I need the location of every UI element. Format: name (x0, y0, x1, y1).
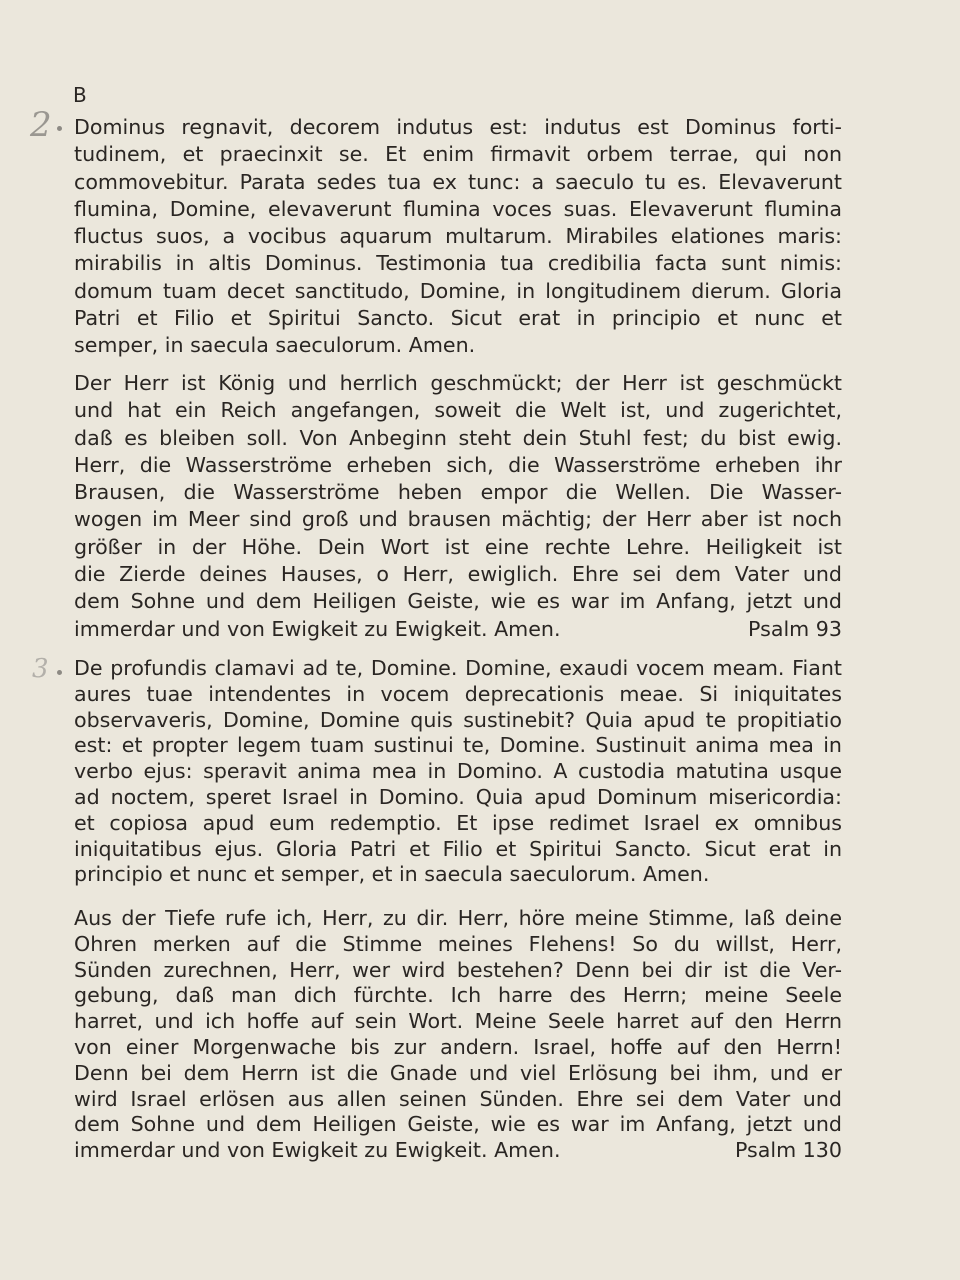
german-psalm-93-paragraph (74, 370, 842, 643)
text-line: und hat ein Reich angefangen, soweit die Welt ist, und zugerichtet, (74, 398, 842, 423)
text-line: aures tuae intendentes in vocem deprecationis meae. Si iniquitates (74, 681, 842, 706)
text-line: größer in der Höhe. Dein Wort ist eine rechte Lehre. Heiligkeit ist (74, 534, 842, 559)
text-line: daß es bleiben soll. Von Anbeginn steht dein Stuhl fest; du bist ewig. (74, 425, 842, 450)
text-line: domum tuam decet sanctitudo, Domine, in longitudinem dierum. Gloria (74, 278, 842, 303)
margin-dot-mark (57, 670, 62, 675)
text-line: dem Sohne und dem Heiligen Geiste, wie es war im Anfang, jetzt und (74, 589, 842, 614)
text-line: tudinem, et praecinxit se. Et enim firmavit orbem terrae, qui non (74, 142, 842, 167)
text-line: observaveris, Domine, Domine quis sustinebit? Quia apud te propitiatio (74, 707, 842, 732)
text-line: immerdar und von Ewigkeit zu Ewigkeit. Amen. (74, 616, 561, 641)
text-line: commovebitur. Parata sedes tua ex tunc: a saeculo tu es. Elevaverunt (74, 169, 842, 194)
text-line: flumina, Domine, elevaverunt flumina voces suas. Elevaverunt flumina (74, 196, 842, 221)
closing-line (74, 616, 842, 643)
text-line: Brausen, die Wasserströme heben empor die Wellen. Die Wasser- (74, 480, 842, 505)
text-line: Patri et Filio et Spiritui Sancto. Sicut erat in principio et nunc et (74, 306, 842, 331)
text-line: mirabilis in altis Dominus. Testimonia tua credibilia facta sunt nimis: (74, 251, 842, 276)
text-line: principio et nunc et semper, et in saecula saeculorum. Amen. (74, 862, 710, 887)
margin-number-mark: 2 (30, 105, 52, 145)
text-line: harret, und ich hoffe auf sein Wort. Meine Seele harret auf den Herrn (74, 1009, 842, 1034)
text-line: Der Herr ist König und herrlich geschmückt; der Herr ist geschmückt (74, 371, 842, 395)
page-section-letter: B (73, 83, 87, 107)
text-line: et copiosa apud eum redemptio. Et ipse redimet Israel ex omnibus (74, 810, 842, 835)
text-line: Dominus regnavit, decorem indutus est: indutus est Dominus forti- (74, 115, 842, 139)
text-line: semper, in saecula saeculorum. Amen. (74, 333, 476, 358)
text-line: wogen im Meer sind groß und brausen mächtig; der Herr aber ist noch (74, 507, 842, 532)
text-line: die Zierde deines Hauses, o Herr, ewiglich. Ehre sei dem Vater und (74, 562, 842, 587)
text-line: von einer Morgenwache bis zur andern. Israel, hoffe auf den Herrn! (74, 1034, 842, 1059)
text-line: Sünden zurechnen, Herr, wer wird bestehen? Denn bei dir ist die Ver- (74, 957, 842, 982)
psalm-reference: Psalm 93 (748, 616, 842, 641)
text-line: ad noctem, speret Israel in Domino. Quia apud Dominum misericordia: (74, 784, 842, 809)
latin-psalm-130-paragraph (74, 656, 842, 888)
text-line: Ohren merken auf die Stimme meines Flehens! So du willst, Herr, (74, 931, 842, 956)
text-line: Herr, die Wasserströme erheben sich, die Wasserströme erheben ihr (74, 452, 842, 477)
text-line: De profundis clamavi ad te, Domine. Domine, exaudi vocem meam. Fiant (74, 656, 842, 680)
text-line: iniquitatibus ejus. Gloria Patri et Filio et Spiritui Sancto. Sicut erat in (74, 836, 842, 861)
text-line: immerdar und von Ewigkeit zu Ewigkeit. Amen. (74, 1138, 561, 1163)
text-line: verbo ejus: speravit anima mea in Domino. A custodia matutina usque (74, 759, 842, 784)
margin-dot-mark (57, 126, 62, 131)
psalm-reference: Psalm 130 (734, 1138, 842, 1163)
text-line: Aus der Tiefe rufe ich, Herr, zu dir. Herr, höre meine Stimme, laß deine (74, 906, 842, 930)
text-line: dem Sohne und dem Heiligen Geiste, wie es war im Anfang, jetzt und (74, 1112, 842, 1137)
text-line: fluctus suos, a vocibus aquarum multarum. Mirabiles elationes maris: (74, 224, 842, 249)
text-line: est: et propter legem tuam sustinui te, Domine. Sustinuit anima mea in (74, 733, 842, 758)
closing-line (74, 1138, 842, 1164)
margin-number-mark: 3 (32, 654, 49, 684)
text-line: gebung, daß man dich fürchte. Ich harre des Herrn; meine Seele (74, 983, 842, 1008)
latin-psalm-93-paragraph (74, 114, 842, 360)
text-line: wird Israel erlösen aus allen seinen Sünden. Ehre sei dem Vater und (74, 1086, 842, 1111)
text-line: Denn bei dem Herrn ist die Gnade und viel Erlösung bei ihm, und er (74, 1060, 842, 1085)
german-psalm-130-paragraph (74, 906, 842, 1164)
